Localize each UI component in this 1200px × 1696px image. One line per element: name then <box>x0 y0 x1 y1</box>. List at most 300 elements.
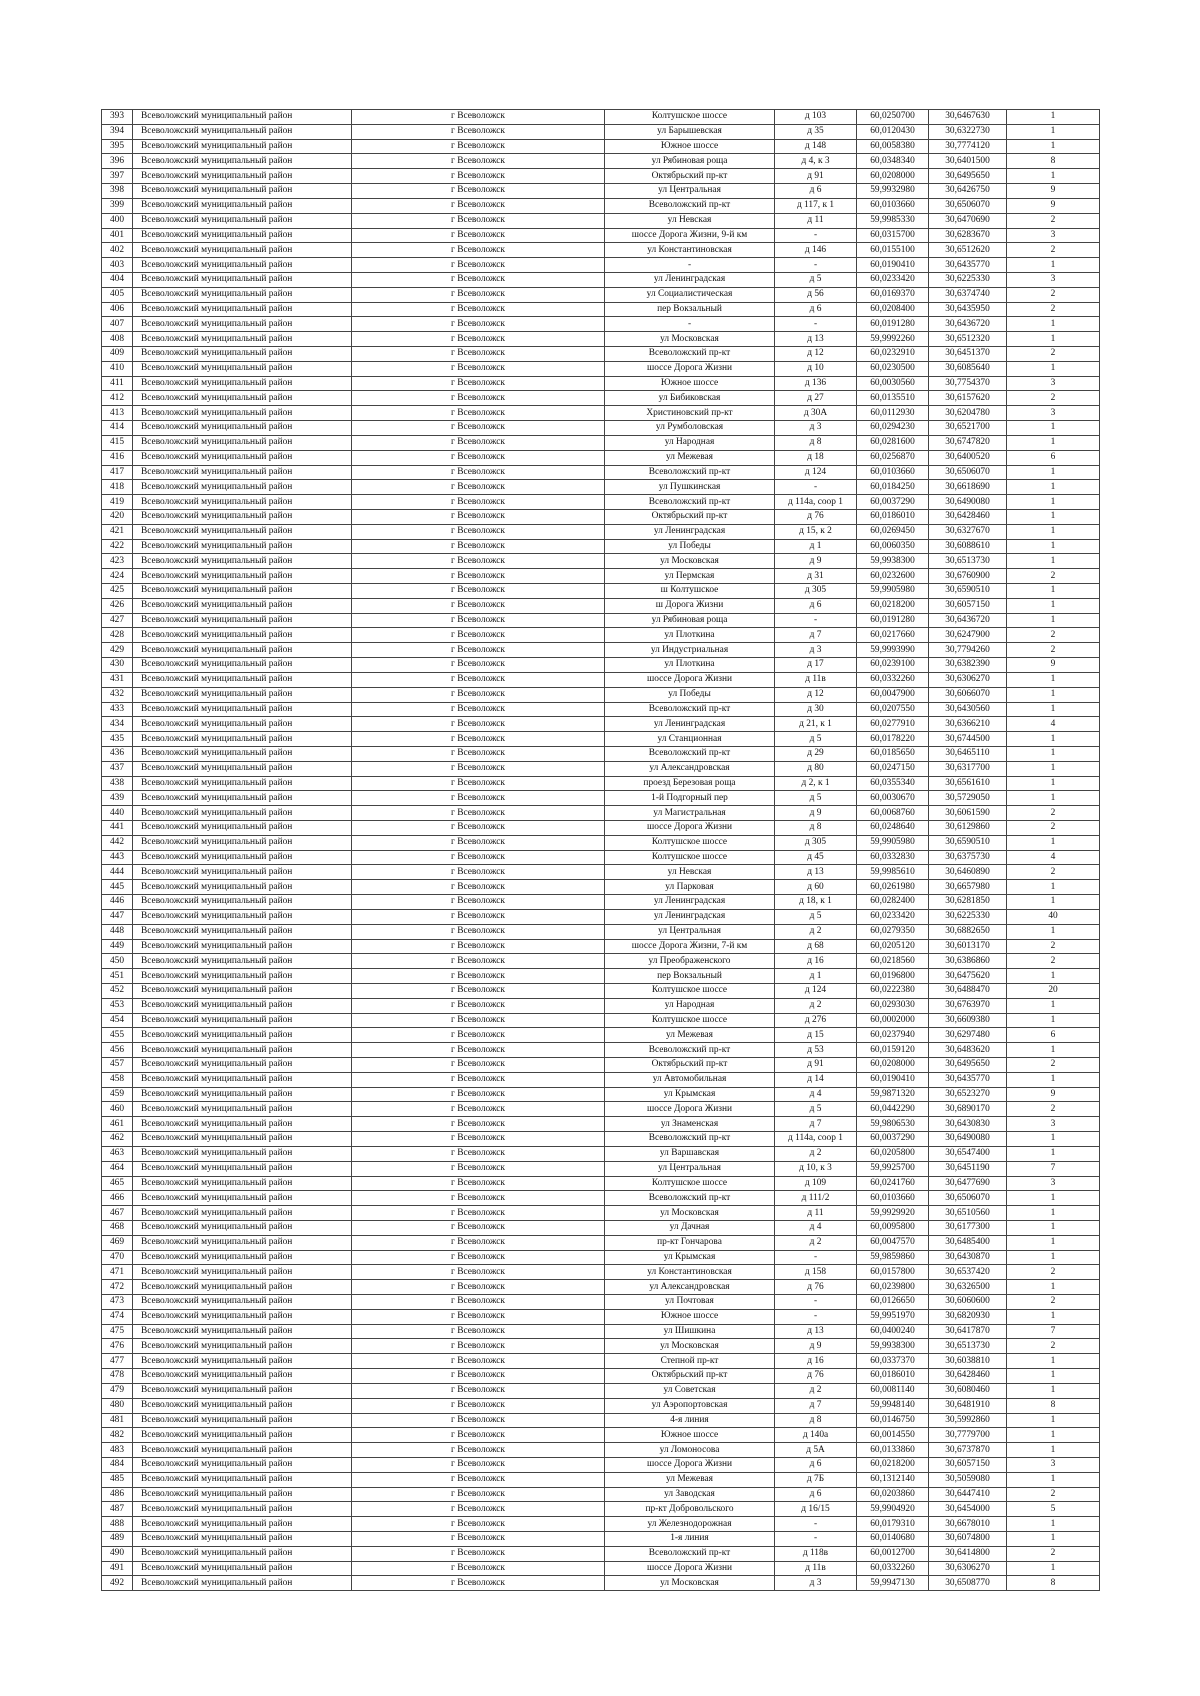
district-cell: Всеволожский муниципальный район <box>133 1457 352 1472</box>
latitude-cell: 60,0239100 <box>857 658 929 673</box>
latitude-cell: 60,0081140 <box>857 1383 929 1398</box>
street-cell: ул Парковая <box>605 880 775 895</box>
row-number: 407 <box>102 317 133 332</box>
district-cell: Всеволожский муниципальный район <box>133 554 352 569</box>
house-cell: д 21, к 1 <box>775 717 857 732</box>
street-cell: ул Победы <box>605 687 775 702</box>
count-cell: 1 <box>1007 584 1100 599</box>
table-row <box>102 391 1100 406</box>
district-cell: Всеволожский муниципальный район <box>133 435 352 450</box>
table-row <box>102 1028 1100 1043</box>
latitude-cell: 59,9929920 <box>857 1206 929 1221</box>
town-cell: г Всеволожск <box>352 954 605 969</box>
latitude-cell: 60,0233420 <box>857 909 929 924</box>
town-cell: г Всеволожск <box>352 1102 605 1117</box>
town-cell: г Всеволожск <box>352 1235 605 1250</box>
row-number: 491 <box>102 1561 133 1576</box>
latitude-cell: 60,0159120 <box>857 1043 929 1058</box>
house-cell: д 11в <box>775 672 857 687</box>
count-cell: 1 <box>1007 539 1100 554</box>
district-cell: Всеволожский муниципальный район <box>133 1043 352 1058</box>
latitude-cell: 60,0205800 <box>857 1146 929 1161</box>
count-cell: 3 <box>1007 406 1100 421</box>
street-cell: ул Победы <box>605 539 775 554</box>
street-cell: ул Московская <box>605 332 775 347</box>
house-cell: д 6 <box>775 1457 857 1472</box>
row-number: 462 <box>102 1132 133 1147</box>
row-number: 401 <box>102 228 133 243</box>
row-number: 440 <box>102 806 133 821</box>
row-number: 484 <box>102 1457 133 1472</box>
longitude-cell: 30,6428460 <box>929 509 1007 524</box>
latitude-cell: 60,0140680 <box>857 1532 929 1547</box>
street-cell: ш Дорога Жизни <box>605 598 775 613</box>
table-row <box>102 1146 1100 1161</box>
latitude-cell: 60,0279350 <box>857 924 929 939</box>
town-cell: г Всеволожск <box>352 1457 605 1472</box>
latitude-cell: 60,0112930 <box>857 406 929 421</box>
house-cell: д 5А <box>775 1443 857 1458</box>
town-cell: г Всеволожск <box>352 1117 605 1132</box>
district-cell: Всеволожский муниципальный район <box>133 258 352 273</box>
house-cell: д 4 <box>775 1087 857 1102</box>
street-cell: Колтушское шоссе <box>605 835 775 850</box>
latitude-cell: 60,0186010 <box>857 509 929 524</box>
district-cell: Всеволожский муниципальный район <box>133 332 352 347</box>
town-cell: г Всеволожск <box>352 1369 605 1384</box>
street-cell: ул Шишкина <box>605 1324 775 1339</box>
town-cell: г Всеволожск <box>352 613 605 628</box>
latitude-cell: 60,0282400 <box>857 895 929 910</box>
table-row <box>102 317 1100 332</box>
district-cell: Всеволожский муниципальный район <box>133 672 352 687</box>
latitude-cell: 60,0218200 <box>857 598 929 613</box>
house-cell: д 68 <box>775 939 857 954</box>
count-cell: 1 <box>1007 435 1100 450</box>
count-cell: 8 <box>1007 154 1100 169</box>
house-cell: д 148 <box>775 139 857 154</box>
district-cell: Всеволожский муниципальный район <box>133 732 352 747</box>
street-cell: ул Бибиковская <box>605 391 775 406</box>
district-cell: Всеволожский муниципальный район <box>133 1561 352 1576</box>
town-cell: г Всеволожск <box>352 717 605 732</box>
table-row <box>102 791 1100 806</box>
longitude-cell: 30,6401500 <box>929 154 1007 169</box>
table-row <box>102 658 1100 673</box>
address-table <box>101 109 1100 1591</box>
street-cell: ул Пушкинская <box>605 480 775 495</box>
district-cell: Всеволожский муниципальный район <box>133 1398 352 1413</box>
table-row <box>102 1532 1100 1547</box>
table-row <box>102 954 1100 969</box>
town-cell: г Всеволожск <box>352 569 605 584</box>
house-cell: д 15 <box>775 1028 857 1043</box>
row-number: 394 <box>102 124 133 139</box>
street-cell: ул Ленинградская <box>605 272 775 287</box>
street-cell: Степной пр-кт <box>605 1354 775 1369</box>
district-cell: Всеволожский муниципальный район <box>133 1472 352 1487</box>
longitude-cell: 30,6512620 <box>929 243 1007 258</box>
house-cell: д 5 <box>775 791 857 806</box>
street-cell: - <box>605 258 775 273</box>
latitude-cell: 60,0120430 <box>857 124 929 139</box>
town-cell: г Всеволожск <box>352 154 605 169</box>
house-cell: д 118в <box>775 1546 857 1561</box>
table-row <box>102 1161 1100 1176</box>
count-cell: 1 <box>1007 687 1100 702</box>
row-number: 472 <box>102 1280 133 1295</box>
row-number: 439 <box>102 791 133 806</box>
longitude-cell: 30,6510560 <box>929 1206 1007 1221</box>
town-cell: г Всеволожск <box>352 1517 605 1532</box>
table-row <box>102 287 1100 302</box>
table-row <box>102 1413 1100 1428</box>
street-cell: ул Рябиновая роща <box>605 613 775 628</box>
district-cell: Всеволожский муниципальный район <box>133 569 352 584</box>
town-cell: г Всеволожск <box>352 213 605 228</box>
town-cell: г Всеволожск <box>352 1309 605 1324</box>
district-cell: Всеволожский муниципальный район <box>133 154 352 169</box>
latitude-cell: 60,0205120 <box>857 939 929 954</box>
longitude-cell: 30,6436720 <box>929 613 1007 628</box>
street-cell: ул Невская <box>605 865 775 880</box>
count-cell: 2 <box>1007 865 1100 880</box>
latitude-cell: 60,0442290 <box>857 1102 929 1117</box>
row-number: 398 <box>102 184 133 199</box>
longitude-cell: 30,6129860 <box>929 821 1007 836</box>
row-number: 454 <box>102 1013 133 1028</box>
table-row <box>102 421 1100 436</box>
table-row <box>102 509 1100 524</box>
latitude-cell: 60,0030670 <box>857 791 929 806</box>
house-cell: д 117, к 1 <box>775 198 857 213</box>
row-number: 467 <box>102 1206 133 1221</box>
street-cell: ул Автомобильная <box>605 1072 775 1087</box>
count-cell: 1 <box>1007 1532 1100 1547</box>
town-cell: г Всеволожск <box>352 1472 605 1487</box>
longitude-cell: 30,6447410 <box>929 1487 1007 1502</box>
house-cell: д 124 <box>775 465 857 480</box>
latitude-cell: 60,0294230 <box>857 421 929 436</box>
table-row <box>102 983 1100 998</box>
row-number: 418 <box>102 480 133 495</box>
house-cell: д 12 <box>775 687 857 702</box>
latitude-cell: 60,0239800 <box>857 1280 929 1295</box>
longitude-cell: 30,6890170 <box>929 1102 1007 1117</box>
longitude-cell: 30,6490080 <box>929 1132 1007 1147</box>
row-number: 395 <box>102 139 133 154</box>
longitude-cell: 30,6481910 <box>929 1398 1007 1413</box>
street-cell: Южное шоссе <box>605 376 775 391</box>
row-number: 411 <box>102 376 133 391</box>
table-row <box>102 598 1100 613</box>
latitude-cell: 60,0293030 <box>857 998 929 1013</box>
latitude-cell: 60,1312140 <box>857 1472 929 1487</box>
district-cell: Всеволожский муниципальный район <box>133 110 352 125</box>
row-number: 464 <box>102 1161 133 1176</box>
count-cell: 2 <box>1007 347 1100 362</box>
town-cell: г Всеволожск <box>352 909 605 924</box>
row-number: 448 <box>102 924 133 939</box>
town-cell: г Всеволожск <box>352 1561 605 1576</box>
house-cell: д 5 <box>775 909 857 924</box>
district-cell: Всеволожский муниципальный район <box>133 1220 352 1235</box>
longitude-cell: 30,6483620 <box>929 1043 1007 1058</box>
table-row <box>102 998 1100 1013</box>
street-cell: Всеволожский пр-кт <box>605 465 775 480</box>
house-cell: д 13 <box>775 865 857 880</box>
row-number: 488 <box>102 1517 133 1532</box>
count-cell: 1 <box>1007 1250 1100 1265</box>
longitude-cell: 30,5729050 <box>929 791 1007 806</box>
table-row <box>102 1191 1100 1206</box>
street-cell: ул Ломоносова <box>605 1443 775 1458</box>
street-cell: ул Константиновская <box>605 243 775 258</box>
longitude-cell: 30,6326500 <box>929 1280 1007 1295</box>
house-cell: д 56 <box>775 287 857 302</box>
longitude-cell: 30,6013170 <box>929 939 1007 954</box>
latitude-cell: 59,9932980 <box>857 184 929 199</box>
district-cell: Всеволожский муниципальный район <box>133 850 352 865</box>
row-number: 455 <box>102 1028 133 1043</box>
table-row <box>102 1457 1100 1472</box>
house-cell: д 7 <box>775 1398 857 1413</box>
house-cell: д 6 <box>775 184 857 199</box>
district-cell: Всеволожский муниципальный район <box>133 169 352 184</box>
town-cell: г Всеволожск <box>352 702 605 717</box>
longitude-cell: 30,6066070 <box>929 687 1007 702</box>
row-number: 446 <box>102 895 133 910</box>
house-cell: - <box>775 1517 857 1532</box>
count-cell: 2 <box>1007 213 1100 228</box>
table-row <box>102 184 1100 199</box>
house-cell: д 7Б <box>775 1472 857 1487</box>
house-cell: д 45 <box>775 850 857 865</box>
district-cell: Всеволожский муниципальный район <box>133 1517 352 1532</box>
table-row <box>102 1502 1100 1517</box>
town-cell: г Всеволожск <box>352 969 605 984</box>
house-cell: д 5 <box>775 1102 857 1117</box>
table-row <box>102 924 1100 939</box>
latitude-cell: 60,0208400 <box>857 302 929 317</box>
district-cell: Всеволожский муниципальный район <box>133 1324 352 1339</box>
table-row <box>102 450 1100 465</box>
longitude-cell: 30,6506070 <box>929 465 1007 480</box>
longitude-cell: 30,6523270 <box>929 1087 1007 1102</box>
longitude-cell: 30,6317700 <box>929 761 1007 776</box>
latitude-cell: 60,0281600 <box>857 435 929 450</box>
row-number: 447 <box>102 909 133 924</box>
latitude-cell: 60,0191280 <box>857 317 929 332</box>
row-number: 490 <box>102 1546 133 1561</box>
count-cell: 1 <box>1007 524 1100 539</box>
district-cell: Всеволожский муниципальный район <box>133 998 352 1013</box>
latitude-cell: 60,0186010 <box>857 1369 929 1384</box>
latitude-cell: 60,0014550 <box>857 1428 929 1443</box>
table-row <box>102 332 1100 347</box>
row-number: 437 <box>102 761 133 776</box>
count-cell: 2 <box>1007 628 1100 643</box>
table-row <box>102 1561 1100 1576</box>
district-cell: Всеволожский муниципальный район <box>133 776 352 791</box>
town-cell: г Всеволожск <box>352 746 605 761</box>
street-cell: Колтушское шоссе <box>605 110 775 125</box>
longitude-cell: 30,5992860 <box>929 1413 1007 1428</box>
street-cell: ул Центральная <box>605 184 775 199</box>
street-cell: пер Вокзальный <box>605 969 775 984</box>
table-row <box>102 1058 1100 1073</box>
town-cell: г Всеволожск <box>352 376 605 391</box>
street-cell: пер Вокзальный <box>605 302 775 317</box>
district-cell: Всеволожский муниципальный район <box>133 1443 352 1458</box>
latitude-cell: 60,0269450 <box>857 524 929 539</box>
town-cell: г Всеволожск <box>352 1295 605 1310</box>
district-cell: Всеволожский муниципальный район <box>133 1502 352 1517</box>
town-cell: г Всеволожск <box>352 835 605 850</box>
table-row <box>102 1043 1100 1058</box>
street-cell: ул Варшавская <box>605 1146 775 1161</box>
longitude-cell: 30,7774120 <box>929 139 1007 154</box>
row-number: 417 <box>102 465 133 480</box>
count-cell: 1 <box>1007 969 1100 984</box>
house-cell: д 10 <box>775 361 857 376</box>
town-cell: г Всеволожск <box>352 939 605 954</box>
town-cell: г Всеволожск <box>352 776 605 791</box>
town-cell: г Всеволожск <box>352 1502 605 1517</box>
house-cell: д 9 <box>775 1339 857 1354</box>
street-cell: Октябрьский пр-кт <box>605 169 775 184</box>
house-cell: д 53 <box>775 1043 857 1058</box>
count-cell: 9 <box>1007 198 1100 213</box>
street-cell: ул Социалистическая <box>605 287 775 302</box>
latitude-cell: 59,9985610 <box>857 865 929 880</box>
count-cell: 2 <box>1007 939 1100 954</box>
house-cell: д 76 <box>775 509 857 524</box>
district-cell: Всеволожский муниципальный район <box>133 924 352 939</box>
street-cell: ул Заводская <box>605 1487 775 1502</box>
latitude-cell: 60,0250700 <box>857 110 929 125</box>
town-cell: г Всеволожск <box>352 791 605 806</box>
table-row <box>102 480 1100 495</box>
count-cell: 1 <box>1007 791 1100 806</box>
house-cell: д 124 <box>775 983 857 998</box>
latitude-cell: 60,0126650 <box>857 1295 929 1310</box>
town-cell: г Всеволожск <box>352 554 605 569</box>
table-row <box>102 1324 1100 1339</box>
street-cell: 4-я линия <box>605 1413 775 1428</box>
table-row <box>102 465 1100 480</box>
house-cell: д 136 <box>775 376 857 391</box>
table-row <box>102 1487 1100 1502</box>
district-cell: Всеволожский муниципальный район <box>133 1413 352 1428</box>
latitude-cell: 60,0190410 <box>857 258 929 273</box>
latitude-cell: 60,0157800 <box>857 1265 929 1280</box>
street-cell: Всеволожский пр-кт <box>605 1043 775 1058</box>
row-number: 489 <box>102 1532 133 1547</box>
town-cell: г Всеволожск <box>352 184 605 199</box>
district-cell: Всеволожский муниципальный район <box>133 598 352 613</box>
row-number: 397 <box>102 169 133 184</box>
count-cell: 1 <box>1007 1443 1100 1458</box>
row-number: 433 <box>102 702 133 717</box>
count-cell: 8 <box>1007 1398 1100 1413</box>
town-cell: г Всеволожск <box>352 450 605 465</box>
count-cell: 1 <box>1007 776 1100 791</box>
latitude-cell: 60,0217660 <box>857 628 929 643</box>
street-cell: ул Центральная <box>605 924 775 939</box>
town-cell: г Всеволожск <box>352 998 605 1013</box>
row-number: 480 <box>102 1398 133 1413</box>
table-row <box>102 198 1100 213</box>
count-cell: 1 <box>1007 1354 1100 1369</box>
district-cell: Всеволожский муниципальный район <box>133 835 352 850</box>
house-cell: - <box>775 480 857 495</box>
longitude-cell: 30,6428460 <box>929 1369 1007 1384</box>
district-cell: Всеволожский муниципальный район <box>133 124 352 139</box>
district-cell: Всеволожский муниципальный район <box>133 939 352 954</box>
row-number: 486 <box>102 1487 133 1502</box>
latitude-cell: 59,9992260 <box>857 332 929 347</box>
row-number: 402 <box>102 243 133 258</box>
count-cell: 6 <box>1007 450 1100 465</box>
table-row <box>102 821 1100 836</box>
street-cell: шоссе Дорога Жизни, 9-й км <box>605 228 775 243</box>
count-cell: 1 <box>1007 895 1100 910</box>
longitude-cell: 30,6547400 <box>929 1146 1007 1161</box>
count-cell: 1 <box>1007 509 1100 524</box>
row-number: 426 <box>102 598 133 613</box>
count-cell: 2 <box>1007 243 1100 258</box>
longitude-cell: 30,6460890 <box>929 865 1007 880</box>
count-cell: 9 <box>1007 1087 1100 1102</box>
town-cell: г Всеволожск <box>352 421 605 436</box>
town-cell: г Всеволожск <box>352 1354 605 1369</box>
district-cell: Всеволожский муниципальный район <box>133 746 352 761</box>
longitude-cell: 30,6512320 <box>929 332 1007 347</box>
table-row <box>102 124 1100 139</box>
town-cell: г Всеволожск <box>352 1087 605 1102</box>
district-cell: Всеволожский муниципальный район <box>133 658 352 673</box>
longitude-cell: 30,7794260 <box>929 643 1007 658</box>
street-cell: ул Константиновская <box>605 1265 775 1280</box>
district-cell: Всеволожский муниципальный район <box>133 1428 352 1443</box>
street-cell: шоссе Дорога Жизни <box>605 1457 775 1472</box>
count-cell: 1 <box>1007 1043 1100 1058</box>
town-cell: г Всеволожск <box>352 272 605 287</box>
table-row <box>102 835 1100 850</box>
house-cell: д 16/15 <box>775 1502 857 1517</box>
longitude-cell: 30,6485400 <box>929 1235 1007 1250</box>
table-row <box>102 1472 1100 1487</box>
latitude-cell: 60,0208000 <box>857 169 929 184</box>
count-cell: 1 <box>1007 554 1100 569</box>
row-number: 445 <box>102 880 133 895</box>
longitude-cell: 30,6488470 <box>929 983 1007 998</box>
town-cell: г Всеволожск <box>352 347 605 362</box>
longitude-cell: 30,6204780 <box>929 406 1007 421</box>
town-cell: г Всеволожск <box>352 1265 605 1280</box>
count-cell: 1 <box>1007 495 1100 510</box>
row-number: 403 <box>102 258 133 273</box>
street-cell: ул Центральная <box>605 1161 775 1176</box>
row-number: 424 <box>102 569 133 584</box>
town-cell: г Всеволожск <box>352 806 605 821</box>
table-row <box>102 761 1100 776</box>
table-row <box>102 1546 1100 1561</box>
longitude-cell: 30,6417870 <box>929 1324 1007 1339</box>
street-cell: ул Почтовая <box>605 1295 775 1310</box>
town-cell: г Всеволожск <box>352 406 605 421</box>
